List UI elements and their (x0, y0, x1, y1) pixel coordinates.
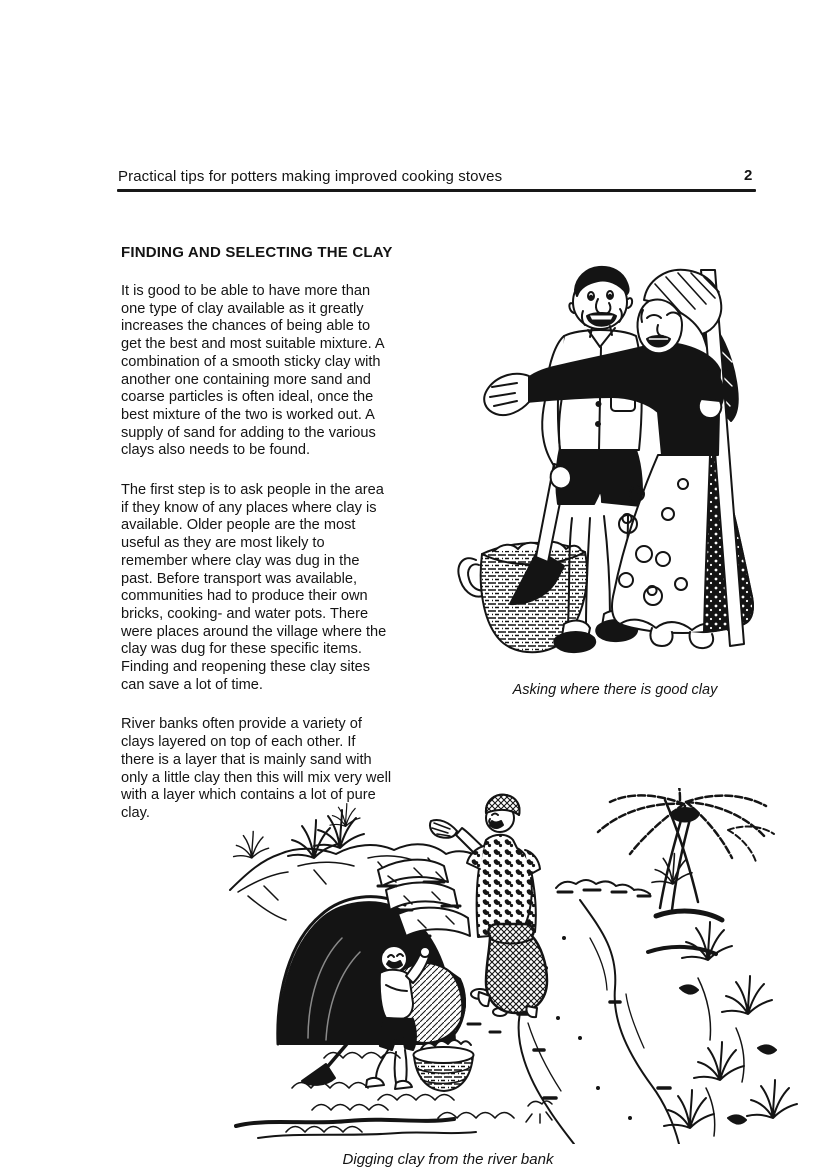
figure-caption: Asking where there is good clay (512, 682, 718, 698)
section-heading: FINDING AND SELECTING THE CLAY (121, 244, 393, 261)
figure-digging-clay (228, 788, 820, 1144)
header-rule (117, 189, 756, 192)
running-header-title: Practical tips for potters making improved cooking stoves (118, 168, 503, 185)
digging-clay-river-bank-illustration (228, 788, 820, 1144)
figure-caption: Digging clay from the river bank (342, 1151, 554, 1168)
paragraph-2: The first step is to ask people in the area if they know of any places where clay is available. Older people are the most useful as they are most likely to remember where clay was dug in the past. Before transport was available, communities had to produce their own bricks, cooking- and water pots. There were places around the village where the clay was dug for these specific items. Finding and reopening these clay sites can save a lot of time. (121, 482, 387, 693)
page-number: 2 (744, 167, 753, 184)
paragraph-3: River banks often provide a variety of clays layered on top of each other. If there is a layer that is mainly sand with only a little clay then this will mix very well with a layer which contains a lot of pure clay. (121, 716, 392, 821)
body-text-column (121, 283, 469, 823)
asking-where-good-clay-illustration (452, 252, 802, 664)
paragraph-1: It is good to be able to have more than one type of clay available as it greatly increases the chances of being able to get the best and most suitable mixture. A combination of a smooth sticky clay with another one containing more sand and coarse particles is often ideal, once the best mixture of the two is worked out. A supply of sand for adding to the various clays also needs to be found. (121, 283, 385, 459)
figure-asking-clay (452, 252, 802, 664)
